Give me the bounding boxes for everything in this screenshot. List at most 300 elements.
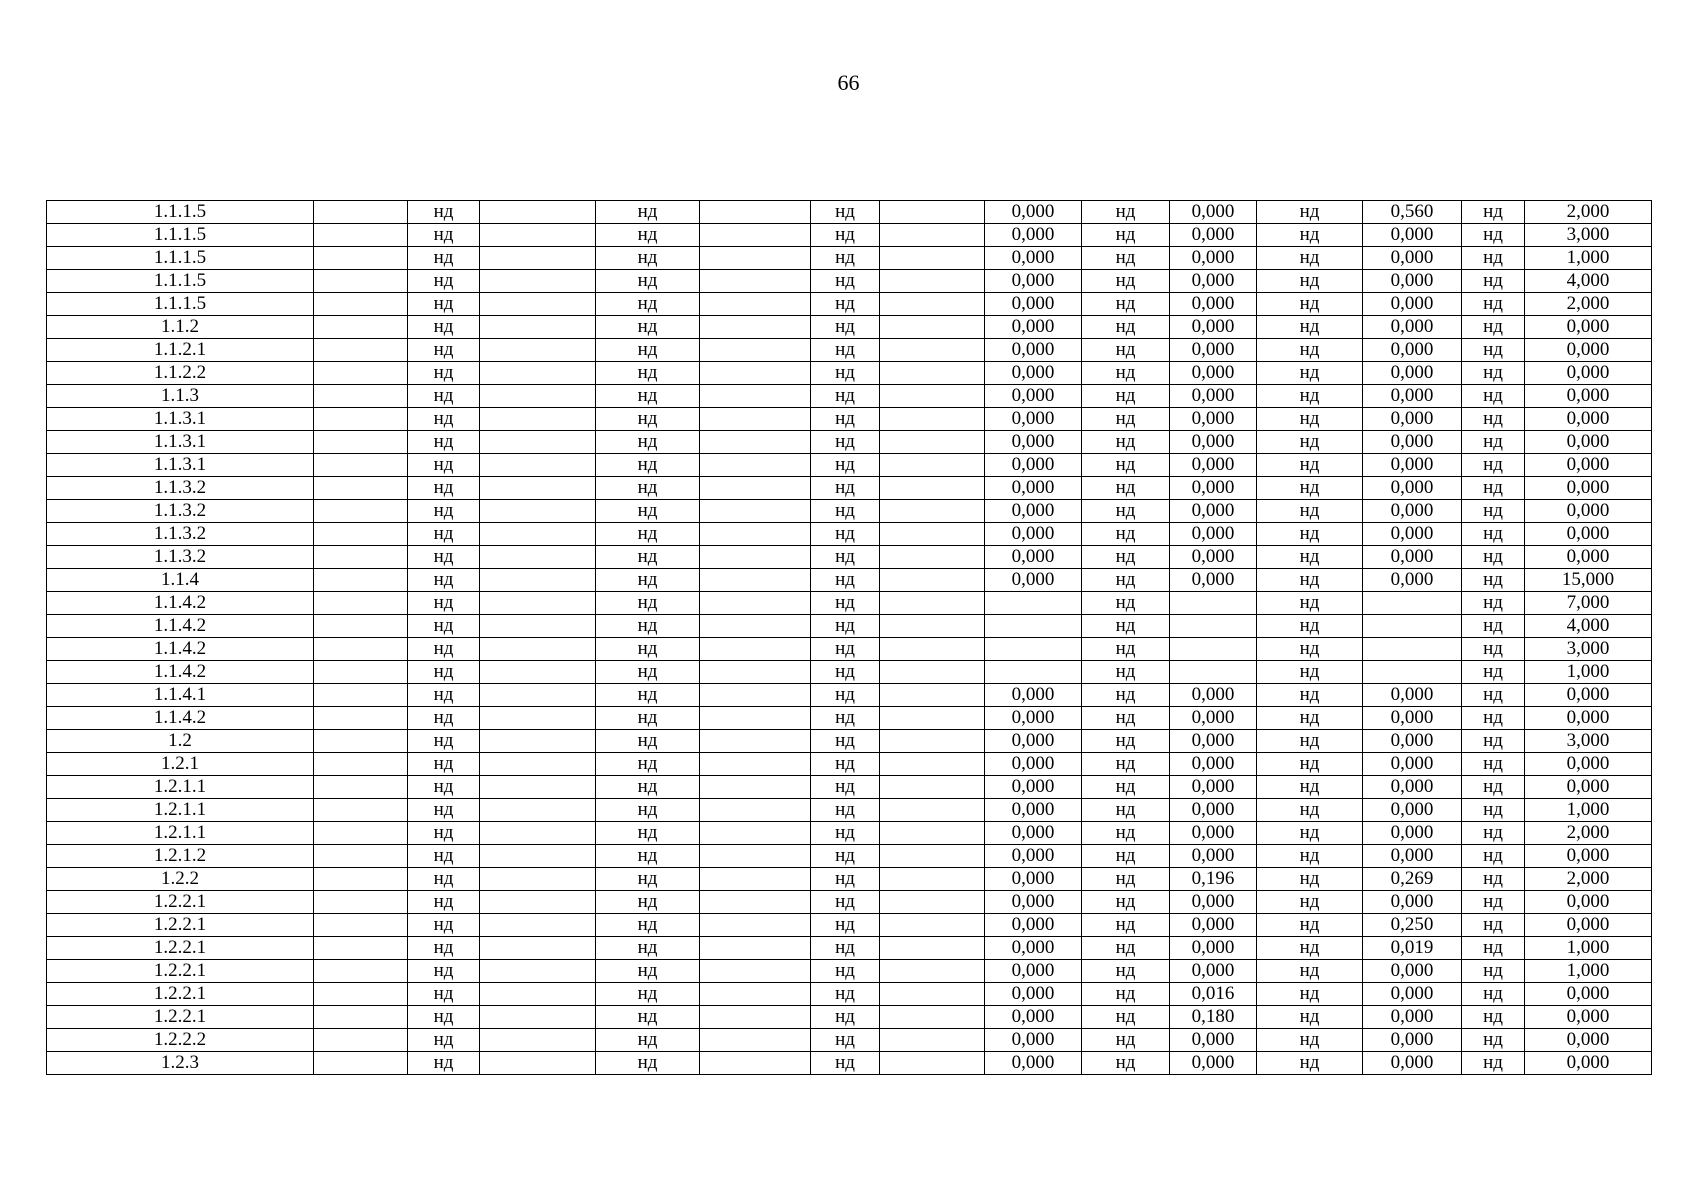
- table-cell: 0,000: [1525, 385, 1652, 408]
- table-cell: нд: [408, 1029, 480, 1052]
- table-cell: нд: [1462, 293, 1525, 316]
- table-cell: нд: [408, 454, 480, 477]
- table-cell: 3,000: [1525, 730, 1652, 753]
- row-code-cell: 1.2.2.1: [47, 1006, 314, 1029]
- table-cell: 0,000: [1170, 960, 1257, 983]
- row-code-cell: 1.1.4: [47, 569, 314, 592]
- table-row: [47, 408, 1652, 431]
- table-cell: 0,000: [1170, 339, 1257, 362]
- table-cell: [480, 201, 596, 224]
- table-cell: 0,000: [985, 753, 1082, 776]
- row-code-cell: 1.1.2.1: [47, 339, 314, 362]
- table-cell: нд: [408, 569, 480, 592]
- table-cell: [700, 983, 811, 1006]
- table-cell: 0,000: [1363, 523, 1462, 546]
- table-cell: [700, 523, 811, 546]
- table-cell: нд: [1082, 408, 1170, 431]
- table-cell: [314, 247, 408, 270]
- table-body: [47, 201, 1652, 1075]
- table-cell: нд: [408, 293, 480, 316]
- table-cell: нд: [596, 477, 700, 500]
- table-cell: [480, 822, 596, 845]
- table-cell: нд: [408, 638, 480, 661]
- table-cell: нд: [1082, 270, 1170, 293]
- table-cell: нд: [1257, 730, 1363, 753]
- table-cell: [314, 385, 408, 408]
- table-cell: 0,000: [1363, 316, 1462, 339]
- table-cell: [314, 592, 408, 615]
- table-row: [47, 592, 1652, 615]
- table-cell: [314, 431, 408, 454]
- row-code-cell: 1.2.2.1: [47, 937, 314, 960]
- table-cell: 0,000: [985, 500, 1082, 523]
- table-cell: 0,000: [1525, 454, 1652, 477]
- table-cell: [700, 914, 811, 937]
- table-cell: нд: [1257, 339, 1363, 362]
- table-cell: [700, 638, 811, 661]
- table-cell: нд: [1082, 454, 1170, 477]
- table-row: [47, 339, 1652, 362]
- table-cell: нд: [596, 937, 700, 960]
- table-cell: нд: [1257, 569, 1363, 592]
- table-cell: [985, 638, 1082, 661]
- table-cell: нд: [1082, 615, 1170, 638]
- table-cell: [985, 661, 1082, 684]
- table-cell: [314, 201, 408, 224]
- table-cell: нд: [811, 293, 880, 316]
- table-row: [47, 776, 1652, 799]
- table-cell: нд: [811, 201, 880, 224]
- table-cell: нд: [1257, 661, 1363, 684]
- table-cell: нд: [408, 224, 480, 247]
- table-row: [47, 224, 1652, 247]
- table-cell: [700, 753, 811, 776]
- table-cell: нд: [811, 730, 880, 753]
- table-cell: нд: [408, 799, 480, 822]
- table-cell: [700, 201, 811, 224]
- table-cell: [314, 1006, 408, 1029]
- table-row: [47, 891, 1652, 914]
- row-code-cell: 1.1.4.1: [47, 684, 314, 707]
- table-cell: [880, 776, 985, 799]
- table-cell: [700, 293, 811, 316]
- table-cell: 0,000: [1525, 339, 1652, 362]
- table-cell: нд: [1462, 638, 1525, 661]
- table-cell: нд: [1257, 776, 1363, 799]
- table-cell: [480, 661, 596, 684]
- table-cell: [880, 753, 985, 776]
- table-cell: 0,000: [1525, 523, 1652, 546]
- table-cell: 0,000: [1363, 224, 1462, 247]
- table-cell: 0,000: [985, 316, 1082, 339]
- table-cell: [700, 500, 811, 523]
- table-cell: [1363, 592, 1462, 615]
- table-row: [47, 914, 1652, 937]
- table-cell: 0,000: [1363, 1006, 1462, 1029]
- table-cell: [880, 477, 985, 500]
- table-cell: 0,016: [1170, 983, 1257, 1006]
- table-cell: нд: [596, 730, 700, 753]
- table-cell: нд: [1462, 477, 1525, 500]
- table-cell: нд: [1462, 523, 1525, 546]
- table-cell: [880, 937, 985, 960]
- table-cell: нд: [1462, 753, 1525, 776]
- table-cell: 0,000: [1170, 569, 1257, 592]
- table-cell: нд: [811, 891, 880, 914]
- table-cell: 0,000: [985, 983, 1082, 1006]
- table-row: [47, 1052, 1652, 1075]
- table-cell: нд: [811, 1029, 880, 1052]
- table-cell: [700, 707, 811, 730]
- table-cell: [1363, 638, 1462, 661]
- table-cell: [314, 845, 408, 868]
- table-cell: 0,196: [1170, 868, 1257, 891]
- table-cell: нд: [596, 523, 700, 546]
- table-cell: нд: [1257, 937, 1363, 960]
- table-cell: [314, 753, 408, 776]
- table-cell: 0,000: [1363, 500, 1462, 523]
- table-cell: нд: [408, 477, 480, 500]
- table-cell: 0,000: [985, 339, 1082, 362]
- table-cell: нд: [408, 385, 480, 408]
- table-cell: нд: [1462, 201, 1525, 224]
- table-cell: нд: [596, 960, 700, 983]
- table-cell: нд: [811, 707, 880, 730]
- table-cell: [480, 730, 596, 753]
- table-cell: нд: [1257, 914, 1363, 937]
- table-cell: 0,000: [1525, 316, 1652, 339]
- table-cell: [314, 546, 408, 569]
- table-cell: [314, 477, 408, 500]
- table-cell: [700, 385, 811, 408]
- table-cell: [1170, 592, 1257, 615]
- table-cell: 0,000: [985, 937, 1082, 960]
- page-number: 66: [837, 70, 860, 95]
- table-cell: 0,000: [1170, 431, 1257, 454]
- table-cell: 0,000: [1363, 960, 1462, 983]
- table-cell: 1,000: [1525, 247, 1652, 270]
- table-cell: 0,000: [1170, 362, 1257, 385]
- table-cell: нд: [1462, 316, 1525, 339]
- table-cell: [314, 454, 408, 477]
- table-row: [47, 937, 1652, 960]
- table-cell: [314, 270, 408, 293]
- table-cell: [880, 983, 985, 1006]
- table-cell: нд: [811, 868, 880, 891]
- row-code-cell: 1.2.1.1: [47, 822, 314, 845]
- table-cell: [314, 569, 408, 592]
- table-cell: нд: [408, 845, 480, 868]
- table-cell: [700, 684, 811, 707]
- table-cell: [880, 799, 985, 822]
- table-cell: [880, 362, 985, 385]
- table-cell: нд: [1082, 960, 1170, 983]
- table-cell: нд: [596, 224, 700, 247]
- table-cell: [480, 937, 596, 960]
- table-cell: нд: [408, 983, 480, 1006]
- table-cell: нд: [1462, 339, 1525, 362]
- table-cell: нд: [408, 1006, 480, 1029]
- table-cell: 0,000: [1170, 684, 1257, 707]
- table-cell: 0,000: [985, 293, 1082, 316]
- table-cell: [700, 960, 811, 983]
- table-cell: [700, 937, 811, 960]
- table-cell: [314, 500, 408, 523]
- table-cell: 0,000: [1525, 1052, 1652, 1075]
- table-cell: нд: [596, 638, 700, 661]
- table-cell: нд: [1257, 707, 1363, 730]
- table-cell: [480, 270, 596, 293]
- table-cell: [480, 247, 596, 270]
- table-cell: 0,000: [1363, 983, 1462, 1006]
- table-cell: 0,000: [1363, 799, 1462, 822]
- table-cell: [480, 546, 596, 569]
- table-cell: нд: [596, 1029, 700, 1052]
- table-cell: [880, 546, 985, 569]
- table-cell: [1170, 615, 1257, 638]
- table-cell: нд: [1257, 822, 1363, 845]
- table-cell: 0,000: [1525, 983, 1652, 1006]
- table-cell: нд: [596, 776, 700, 799]
- table-cell: 0,000: [985, 891, 1082, 914]
- table-cell: [880, 339, 985, 362]
- table-cell: нд: [1462, 914, 1525, 937]
- table-row: [47, 569, 1652, 592]
- row-code-cell: 1.1.2.2: [47, 362, 314, 385]
- table-cell: 0,000: [985, 960, 1082, 983]
- table-cell: 0,000: [1170, 454, 1257, 477]
- table-cell: [480, 799, 596, 822]
- table-cell: нд: [1082, 983, 1170, 1006]
- row-code-cell: 1.1.3.1: [47, 408, 314, 431]
- table-cell: нд: [596, 500, 700, 523]
- table-cell: 0,000: [1525, 1006, 1652, 1029]
- table-cell: нд: [596, 316, 700, 339]
- table-cell: 0,000: [1363, 845, 1462, 868]
- table-cell: [700, 799, 811, 822]
- table-cell: [880, 454, 985, 477]
- table-cell: 0,000: [1363, 546, 1462, 569]
- table-cell: 2,000: [1525, 868, 1652, 891]
- row-code-cell: 1.1.4.2: [47, 638, 314, 661]
- table-cell: нд: [408, 684, 480, 707]
- table-cell: [700, 891, 811, 914]
- table-cell: 0,000: [1363, 362, 1462, 385]
- table-row: [47, 247, 1652, 270]
- table-row: [47, 661, 1652, 684]
- table-cell: нд: [1082, 638, 1170, 661]
- table-cell: нд: [408, 960, 480, 983]
- table-cell: 0,000: [1170, 546, 1257, 569]
- table-cell: 0,000: [1363, 270, 1462, 293]
- row-code-cell: 1.1.1.5: [47, 201, 314, 224]
- table-cell: нд: [408, 914, 480, 937]
- table-cell: нд: [596, 201, 700, 224]
- table-cell: [880, 615, 985, 638]
- table-cell: [700, 592, 811, 615]
- table-cell: 4,000: [1525, 615, 1652, 638]
- table-cell: нд: [1082, 569, 1170, 592]
- table-cell: [700, 339, 811, 362]
- table-row: [47, 270, 1652, 293]
- row-code-cell: 1.1.3: [47, 385, 314, 408]
- table-cell: 0,000: [1170, 707, 1257, 730]
- table-cell: нд: [1257, 546, 1363, 569]
- table-cell: нд: [811, 1052, 880, 1075]
- row-code-cell: 1.2.3: [47, 1052, 314, 1075]
- table-cell: нд: [1082, 247, 1170, 270]
- table-cell: 2,000: [1525, 822, 1652, 845]
- table-cell: нд: [811, 523, 880, 546]
- table-cell: 0,000: [1170, 891, 1257, 914]
- table-cell: нд: [1082, 316, 1170, 339]
- table-cell: [314, 914, 408, 937]
- table-row: [47, 523, 1652, 546]
- table-row: [47, 201, 1652, 224]
- table-cell: [700, 546, 811, 569]
- table-cell: [880, 960, 985, 983]
- table-cell: нд: [811, 270, 880, 293]
- table-cell: нд: [408, 500, 480, 523]
- table-cell: [314, 868, 408, 891]
- table-cell: нд: [1257, 615, 1363, 638]
- table-cell: нд: [1462, 799, 1525, 822]
- table-cell: нд: [811, 615, 880, 638]
- table-cell: 0,000: [1525, 500, 1652, 523]
- table-cell: нд: [1462, 431, 1525, 454]
- table-cell: нд: [1462, 1006, 1525, 1029]
- row-code-cell: 1.1.4.2: [47, 615, 314, 638]
- row-code-cell: 1.1.3.2: [47, 523, 314, 546]
- table-cell: [880, 868, 985, 891]
- table-cell: 0,000: [1363, 339, 1462, 362]
- table-cell: 0,000: [985, 1052, 1082, 1075]
- table-cell: 0,000: [985, 868, 1082, 891]
- table-cell: 0,000: [985, 201, 1082, 224]
- table-cell: 0,000: [1363, 707, 1462, 730]
- table-cell: нд: [408, 523, 480, 546]
- table-cell: нд: [1462, 385, 1525, 408]
- table-cell: нд: [811, 500, 880, 523]
- table-cell: 0,000: [985, 362, 1082, 385]
- table-cell: нд: [1257, 983, 1363, 1006]
- table-cell: [314, 1029, 408, 1052]
- table-cell: нд: [408, 1052, 480, 1075]
- table-cell: нд: [596, 270, 700, 293]
- table-cell: [480, 523, 596, 546]
- table-cell: нд: [1082, 822, 1170, 845]
- table-cell: нд: [811, 477, 880, 500]
- table-cell: [480, 891, 596, 914]
- table-cell: нд: [596, 569, 700, 592]
- table-cell: нд: [1462, 707, 1525, 730]
- table-cell: 0,000: [1170, 1029, 1257, 1052]
- table-cell: нд: [596, 845, 700, 868]
- table-cell: [700, 247, 811, 270]
- table-cell: нд: [1082, 914, 1170, 937]
- table-cell: нд: [1257, 293, 1363, 316]
- table-cell: 1,000: [1525, 937, 1652, 960]
- table-cell: нд: [811, 638, 880, 661]
- table-cell: нд: [1257, 224, 1363, 247]
- table-cell: нд: [811, 316, 880, 339]
- table-cell: нд: [408, 408, 480, 431]
- table-cell: нд: [596, 868, 700, 891]
- table-cell: [700, 730, 811, 753]
- table-cell: 0,000: [1170, 247, 1257, 270]
- table-cell: [480, 845, 596, 868]
- table-cell: [314, 224, 408, 247]
- table-cell: нд: [408, 891, 480, 914]
- table-cell: нд: [1257, 1052, 1363, 1075]
- table-cell: 0,000: [1170, 224, 1257, 247]
- table-cell: 1,000: [1525, 960, 1652, 983]
- table-cell: 0,000: [1525, 362, 1652, 385]
- table-cell: нд: [811, 960, 880, 983]
- table-cell: [880, 822, 985, 845]
- table-cell: нд: [1462, 1052, 1525, 1075]
- table-cell: 3,000: [1525, 638, 1652, 661]
- table-cell: нд: [1257, 592, 1363, 615]
- table-cell: нд: [1257, 316, 1363, 339]
- table-cell: 0,000: [985, 270, 1082, 293]
- table-cell: нд: [811, 845, 880, 868]
- table-cell: нд: [1082, 937, 1170, 960]
- table-cell: [880, 707, 985, 730]
- table-cell: нд: [596, 822, 700, 845]
- table-cell: нд: [1462, 1029, 1525, 1052]
- table-cell: нд: [1462, 868, 1525, 891]
- table-cell: [314, 960, 408, 983]
- table-cell: 0,000: [1363, 776, 1462, 799]
- table-cell: [314, 776, 408, 799]
- table-cell: нд: [811, 822, 880, 845]
- table-cell: 0,000: [1525, 684, 1652, 707]
- table-cell: 0,000: [1363, 408, 1462, 431]
- row-code-cell: 1.2.2.1: [47, 960, 314, 983]
- table-cell: 0,000: [1170, 845, 1257, 868]
- table-cell: 0,000: [985, 684, 1082, 707]
- table-cell: 0,000: [1170, 201, 1257, 224]
- table-cell: 0,000: [1170, 799, 1257, 822]
- table-cell: [314, 362, 408, 385]
- row-code-cell: 1.1.3.1: [47, 431, 314, 454]
- row-code-cell: 1.1.4.2: [47, 661, 314, 684]
- table-cell: [700, 316, 811, 339]
- table-cell: нд: [1082, 753, 1170, 776]
- table-cell: 0,000: [985, 569, 1082, 592]
- table-cell: 1,000: [1525, 661, 1652, 684]
- table-cell: [480, 224, 596, 247]
- table-cell: нд: [811, 224, 880, 247]
- table-cell: нд: [1462, 960, 1525, 983]
- table-cell: нд: [811, 339, 880, 362]
- table-cell: [700, 868, 811, 891]
- table-cell: 0,000: [1170, 293, 1257, 316]
- table-cell: [880, 408, 985, 431]
- table-row: [47, 707, 1652, 730]
- table-cell: нд: [1082, 684, 1170, 707]
- table-cell: нд: [1462, 592, 1525, 615]
- table-row: [47, 477, 1652, 500]
- table-cell: нд: [596, 615, 700, 638]
- table-cell: [480, 914, 596, 937]
- table-cell: 1,000: [1525, 799, 1652, 822]
- table-cell: нд: [596, 661, 700, 684]
- table-cell: [880, 638, 985, 661]
- table-cell: [314, 408, 408, 431]
- table-cell: нд: [1082, 1029, 1170, 1052]
